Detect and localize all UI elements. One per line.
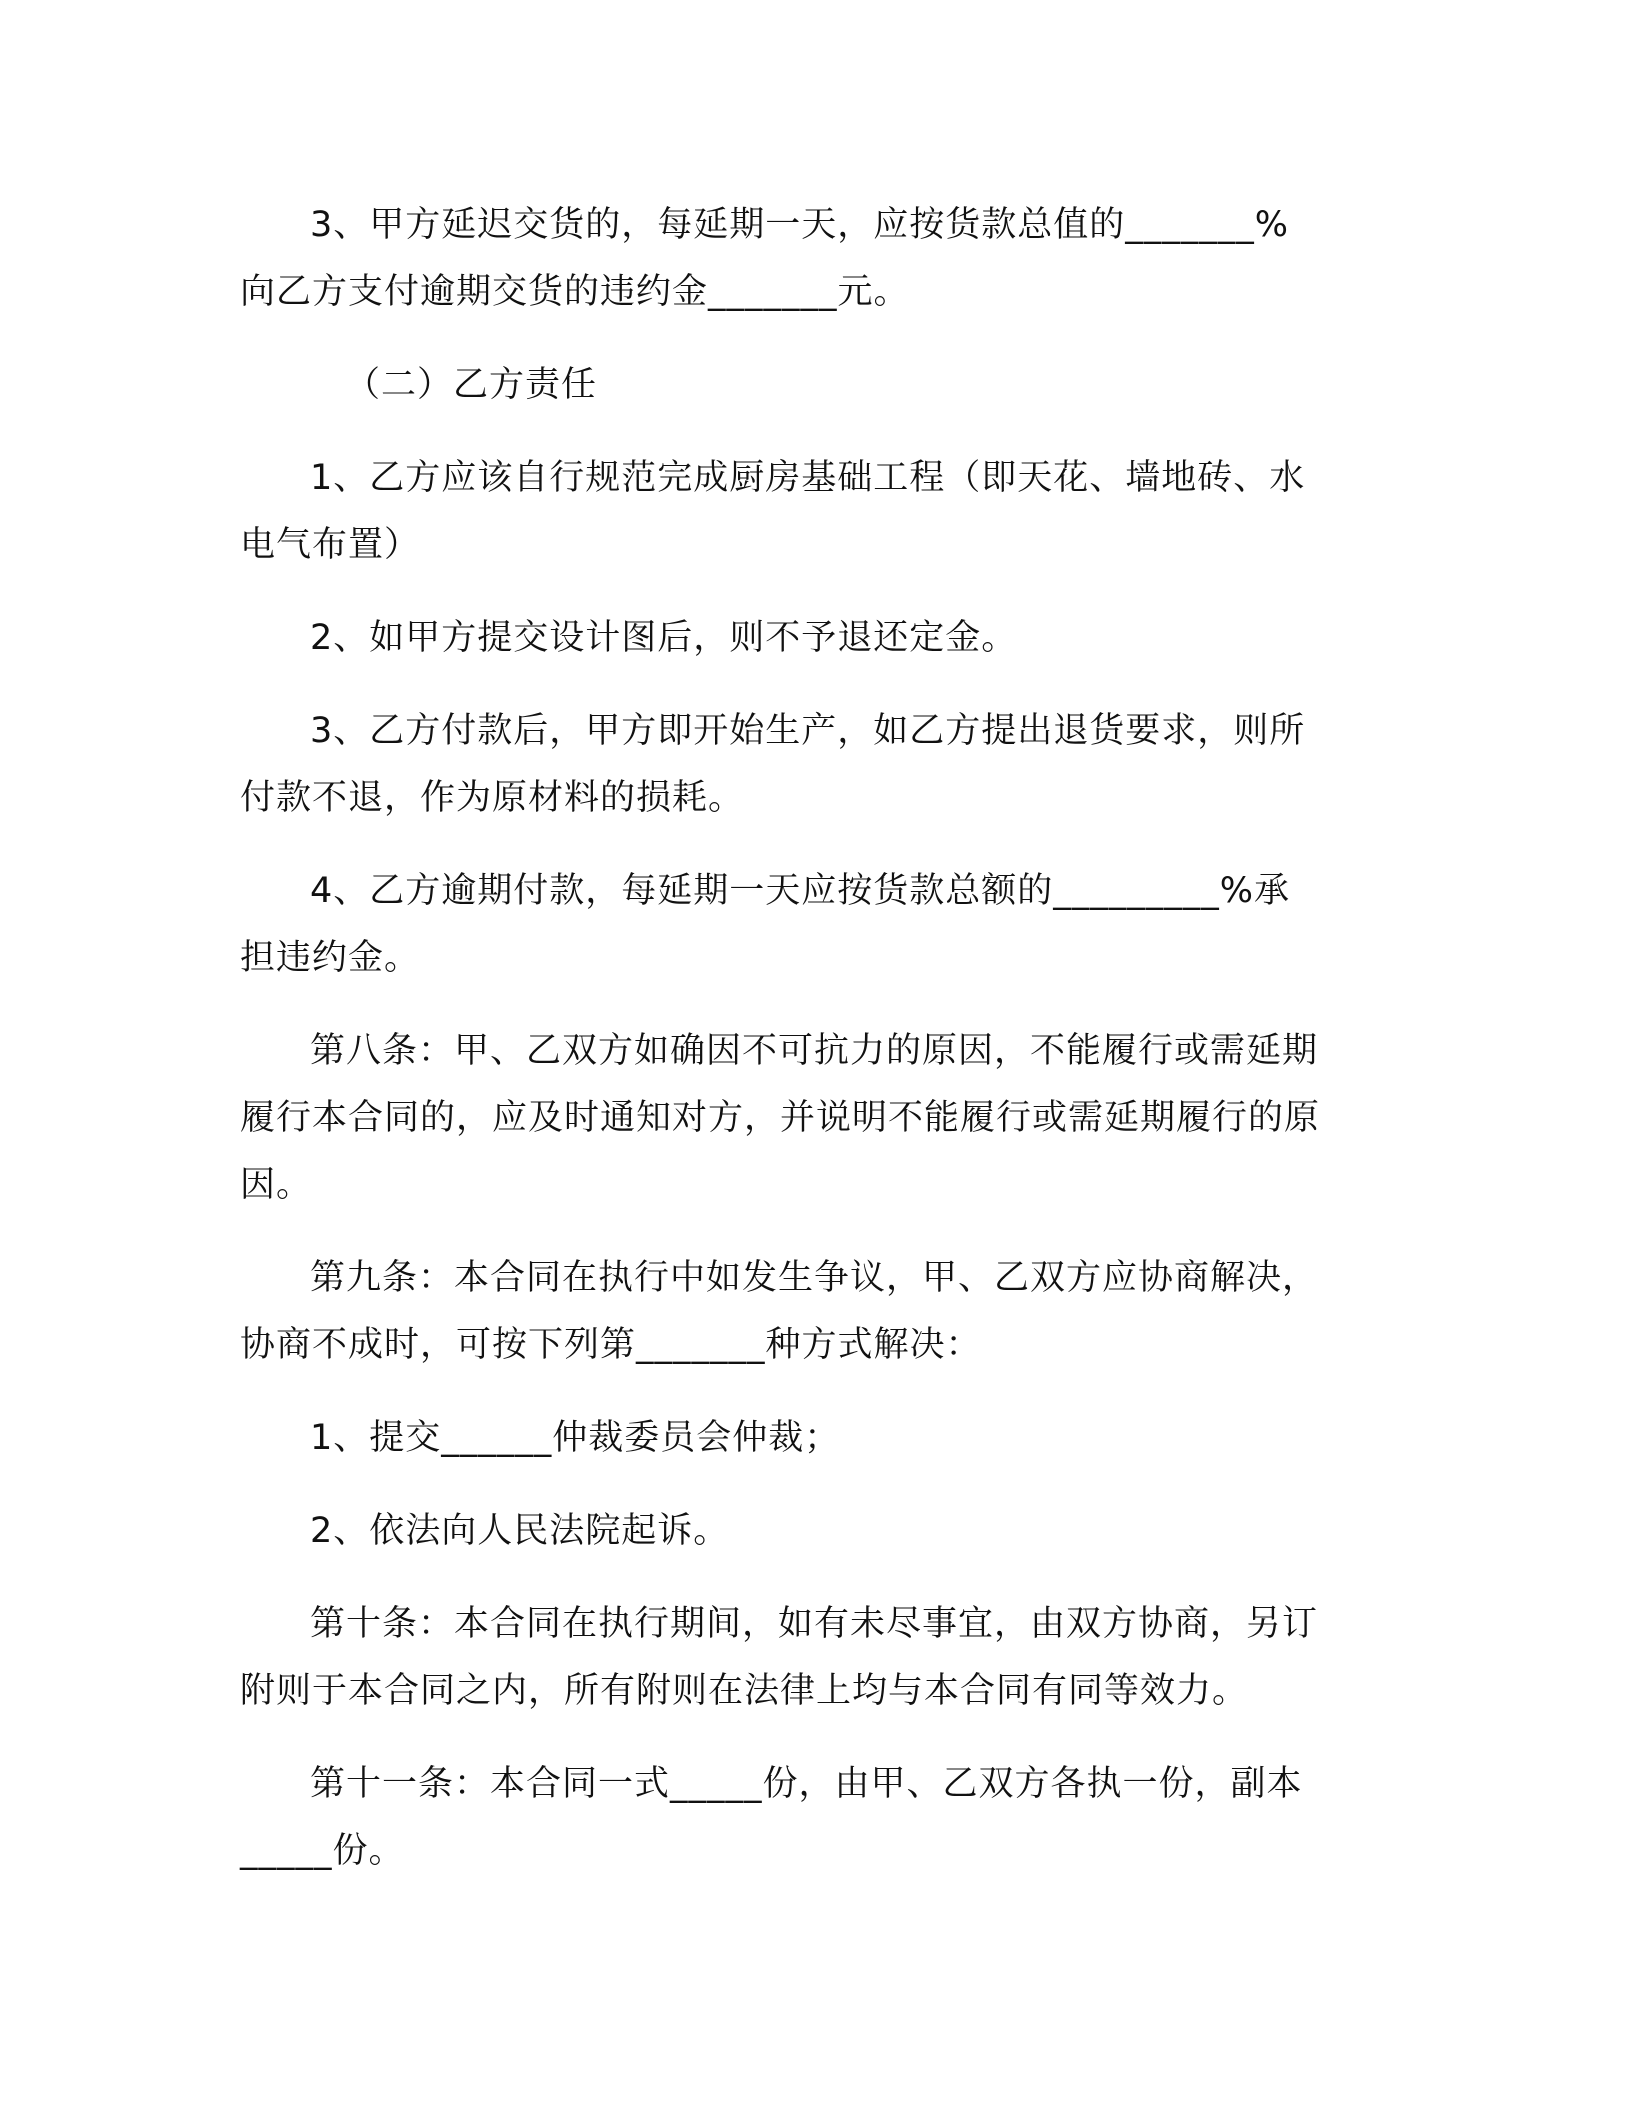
text-line: 4、乙方逾期付款，每延期一天应按货款总额的_________%承 [310, 871, 1291, 911]
text-line: 第十条：本合同在执行期间，如有未尽事宜，由双方协商，另订 [310, 1604, 1319, 1644]
text-line: 第八条：甲、乙双方如确因不可抗力的原因，不能履行或需延期 [310, 1031, 1319, 1071]
clause-deposit-non-refundable [240, 605, 1390, 672]
text-line: 附则于本合同之内，所有附则在法律上均与本合同有同等效力。 [240, 1671, 1249, 1711]
text-line: 2、依法向人民法院起诉。 [310, 1511, 730, 1551]
text-line: 因。 [240, 1165, 313, 1205]
article-10-supplementary-terms [240, 1591, 1390, 1725]
section-heading-party-b-liability [240, 352, 1390, 419]
text-line: 3、甲方延迟交货的，每延期一天，应按货款总值的_______% [310, 205, 1290, 245]
clause-party-a-late-delivery [240, 192, 1390, 326]
text-line: 向乙方支付逾期交货的违约金_______元。 [240, 272, 910, 312]
document-body [240, 192, 1390, 1911]
text-line: 第九条：本合同在执行中如发生争议，甲、乙双方应协商解决， [310, 1258, 1319, 1298]
article-8-force-majeure [240, 1018, 1390, 1219]
text-line: 1、提交______仲裁委员会仲裁； [310, 1418, 841, 1458]
dispute-option-litigation [240, 1498, 1390, 1565]
text-line: 1、乙方应该自行规范完成厨房基础工程（即天花、墙地砖、水 [310, 458, 1306, 498]
text-line: 协商不成时，可按下列第_______种方式解决： [240, 1325, 982, 1365]
clause-late-payment-penalty [240, 858, 1390, 992]
dispute-option-arbitration [240, 1405, 1390, 1472]
text-line: 付款不退，作为原材料的损耗。 [240, 778, 745, 818]
text-line: 担违约金。 [240, 938, 421, 978]
section-heading: （二）乙方责任 [345, 365, 598, 405]
clause-return-after-payment [240, 698, 1390, 832]
text-line: _____份。 [240, 1831, 405, 1871]
article-9-dispute-resolution [240, 1245, 1390, 1379]
text-line: 第十一条：本合同一式_____份，由甲、乙双方各执一份，副本 [310, 1764, 1303, 1804]
article-11-copies [240, 1751, 1390, 1885]
clause-party-b-kitchen-works [240, 445, 1390, 579]
text-line: 电气布置） [240, 525, 421, 565]
text-line: 2、如甲方提交设计图后，则不予退还定金。 [310, 618, 1018, 658]
text-line: 3、乙方付款后，甲方即开始生产，如乙方提出退货要求，则所 [310, 711, 1306, 751]
text-line: 履行本合同的，应及时通知对方，并说明不能履行或需延期履行的原 [240, 1098, 1321, 1138]
